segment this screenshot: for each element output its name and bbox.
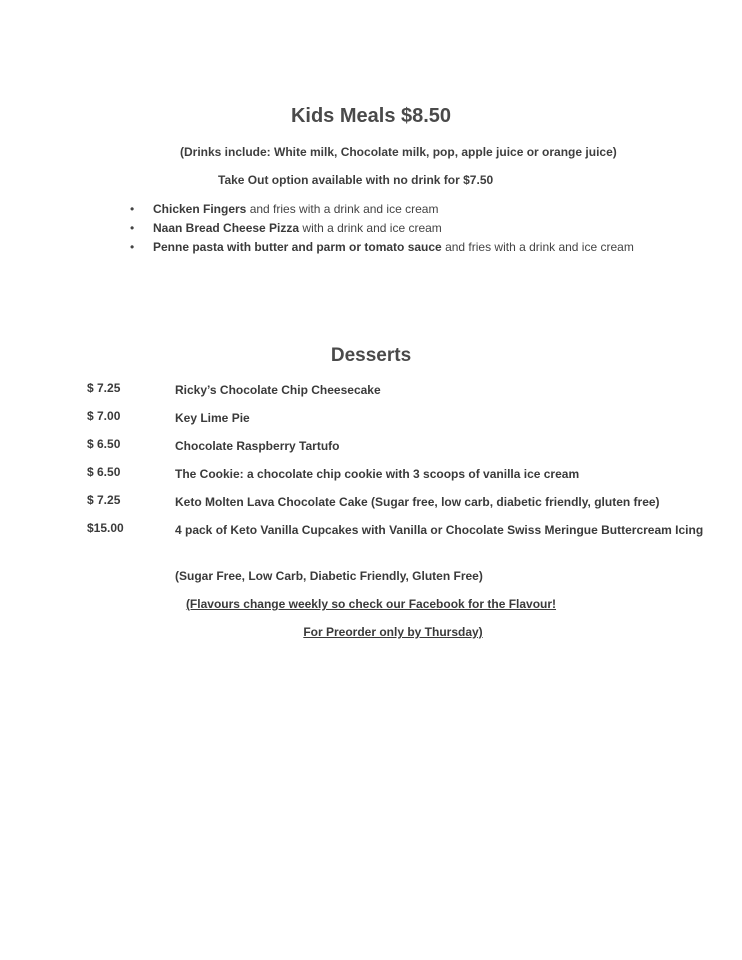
dessert-description: 4 pack of Keto Vanilla Cupcakes with Vanilla or Chocolate Swiss Meringue Buttercream Icing — [175, 523, 704, 537]
list-item — [126, 219, 634, 238]
kids-meals-list — [126, 200, 634, 257]
flavour-note: (Flavours change weekly so check our Facebook for the Flavour! — [185, 597, 557, 611]
kids-item-detail: and fries with a drink and ice cream — [246, 202, 439, 216]
kids-item-detail: with a drink and ice cream — [299, 221, 442, 235]
dessert-description: The Cookie: a chocolate chip cookie with 3 scoops of vanilla ice cream — [175, 467, 580, 481]
list-item — [126, 238, 634, 257]
dessert-price: $15.00 — [87, 521, 124, 535]
kids-item-name: Penne pasta with butter and parm or tomato sauce — [153, 240, 442, 254]
dessert-description: Keto Molten Lava Chocolate Cake (Sugar free, low carb, diabetic friendly, gluten free) — [175, 495, 660, 509]
dessert-price: $ 7.00 — [87, 409, 121, 423]
dessert-price: $ 6.50 — [87, 465, 121, 479]
list-item — [126, 200, 634, 219]
kids-meals-title: Kids Meals $8.50 — [290, 105, 452, 127]
dessert-description: Chocolate Raspberry Tartufo — [175, 439, 340, 453]
dessert-price: $ 7.25 — [87, 381, 121, 395]
kids-item-detail: and fries with a drink and ice cream — [441, 240, 634, 254]
cupcake-dietary-note: (Sugar Free, Low Carb, Diabetic Friendly, Gluten Free) — [175, 569, 483, 583]
kids-item-name: Chicken Fingers — [153, 202, 247, 216]
dessert-description: Key Lime Pie — [175, 411, 250, 425]
bullet-icon: • — [130, 240, 135, 254]
dessert-price: $ 6.50 — [87, 437, 121, 451]
preorder-note: For Preorder only by Thursday) — [303, 625, 483, 639]
kids-item-name: Naan Bread Cheese Pizza — [153, 221, 300, 235]
desserts-title: Desserts — [330, 345, 412, 366]
takeout-note: Take Out option available with no drink for $7.50 — [218, 173, 494, 187]
dessert-description: Ricky’s Chocolate Chip Cheesecake — [175, 383, 381, 397]
drinks-note: (Drinks include: White milk, Chocolate milk, pop, apple juice or orange juice) — [180, 145, 617, 159]
bullet-icon: • — [130, 221, 135, 235]
dessert-price: $ 7.25 — [87, 493, 121, 507]
bullet-icon: • — [130, 202, 135, 216]
